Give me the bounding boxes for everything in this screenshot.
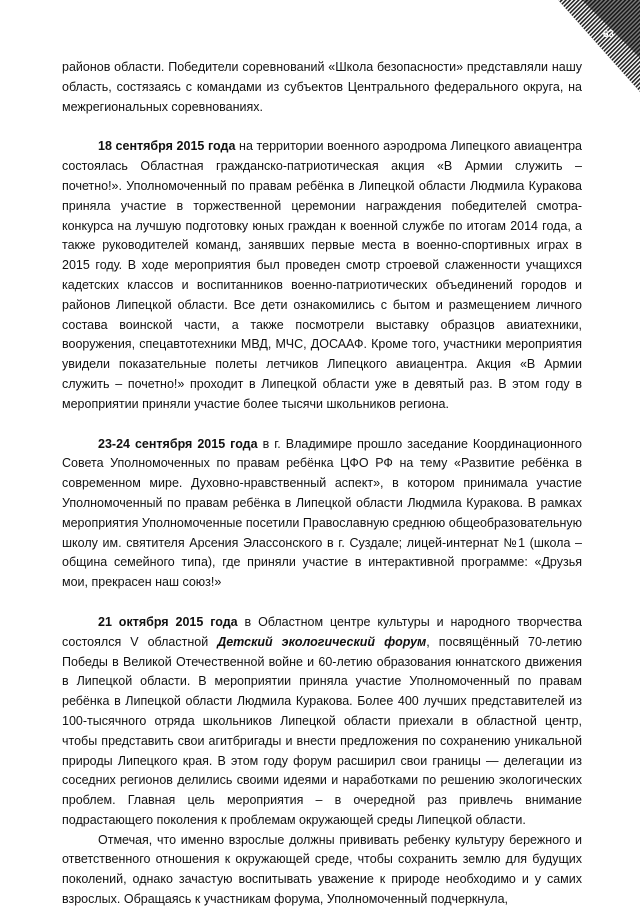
paragraph-text: , посвящённый 70-летию Победы в Великой Отечественной войне и 60-летию образования юннатского движения в Липецкой области. В мероприятии приняла участие Уполномоченный по правам ребёнка в Липецкой области Людмила Куракова. Более 400 лучших представителей из 100-тысячного отряда школьников Липецкой области приехали в областной центр, чтобы представить свои агитбригады и внести предложения по сохранению уникальной природы Липецкого края. В этом году форум расширил свои границы — делегации из соседних регионов делились своими идеями и наработками по решению экологических проблем. Главная цель мероприятия – в очередной раз привлечь внимание подрастающего поколения к проблемам окружающей среды Липецкой области. (62, 634, 582, 827)
paragraph-text: районов области. Победители соревнований «Школа безопасности» представляли нашу область, состязаясь с командами из субъектов Центрального федерального округа, на межрегиональных соревнованиях. (62, 60, 582, 114)
event-date: 18 сентября 2015 года (98, 139, 236, 154)
page-body (62, 58, 582, 910)
paragraph-continuation (62, 58, 582, 117)
paragraph-closing (62, 831, 582, 910)
paragraph-text: Отмечая, что именно взрослые должны прививать ребенку культуру бережного и ответственного отношения к окружающей среде, чтобы сохранить землю для будущих поколений, однако зачастую воспитывать уважение к природе необходимо и у самих взрослых. Обращаясь к участникам форума, Уполномоченный подчеркнула, (62, 832, 582, 907)
paragraph-text: в г. Владимире прошло заседание Координационного Совета Уполномоченных по правам ребёнка ЦФО РФ на тему «Развитие ребёнка в современном мире. Духовно-нравственный аспект», в котором принимала участие Уполномоченный по правам ребёнка в Липецкой области Людмила Куракова. В рамках мероприятия Уполномоченные посетили Православную среднюю общеобразовательную школу им. святителя Арсения Элассонского в г. Суздале; лицей-интернат №1 (школа – община семейного типа), где приняли участие в интерактивной программе: «Друзья мои, прекрасен наш союз!» (62, 436, 582, 590)
paragraph-event-sept-18 (62, 137, 582, 414)
paragraph-text: в Областном центре культуры и народного творчества состоялся V областной (62, 614, 583, 649)
event-date: 21 октября 2015 года (98, 614, 238, 629)
event-date: 23-24 сентября 2015 года (98, 436, 258, 451)
page-number: 63 (602, 29, 614, 40)
paragraph-event-oct-21 (62, 613, 582, 831)
paragraph-event-sept-23-24 (62, 435, 582, 593)
paragraph-text: на территории военного аэродрома Липецкого авиацентра состоялась Областная гражданско-патриотическая акция «В Армии служить – почетно!». Уполномоченный по правам ребёнка в Липецкой области Людмила Куракова приняла участие в торжественной церемонии награждения победителей смотра-конкурса на лучшую подготовку юных граждан к военной службе по итогам 2014 года, а также руководителей команд, занявших первые места в военно-спортивных играх в 2015 году. В ходе мероприятия был проведен смотр строевой слаженности учащихся кадетских классов и воспитанников военно-патриотических объединений городов и районов Липецкой области. Все дети ознакомились с бытом и размещением личного состава воинской части, а также посмотрели выставку образцов авиатехники, вооружения, спецавтотехники МВД, МЧС, ДОСААФ. Кроме того, участники мероприятия увидели показательные полеты летчиков Липецкого авиацентра. Акция «В Армии служить – почетно!» проходит в Липецкой области уже в девятый раз. В этом году в мероприятии приняли участие более тысячи школьников региона. (62, 139, 582, 411)
forum-name: Детский экологический форум (217, 634, 427, 649)
